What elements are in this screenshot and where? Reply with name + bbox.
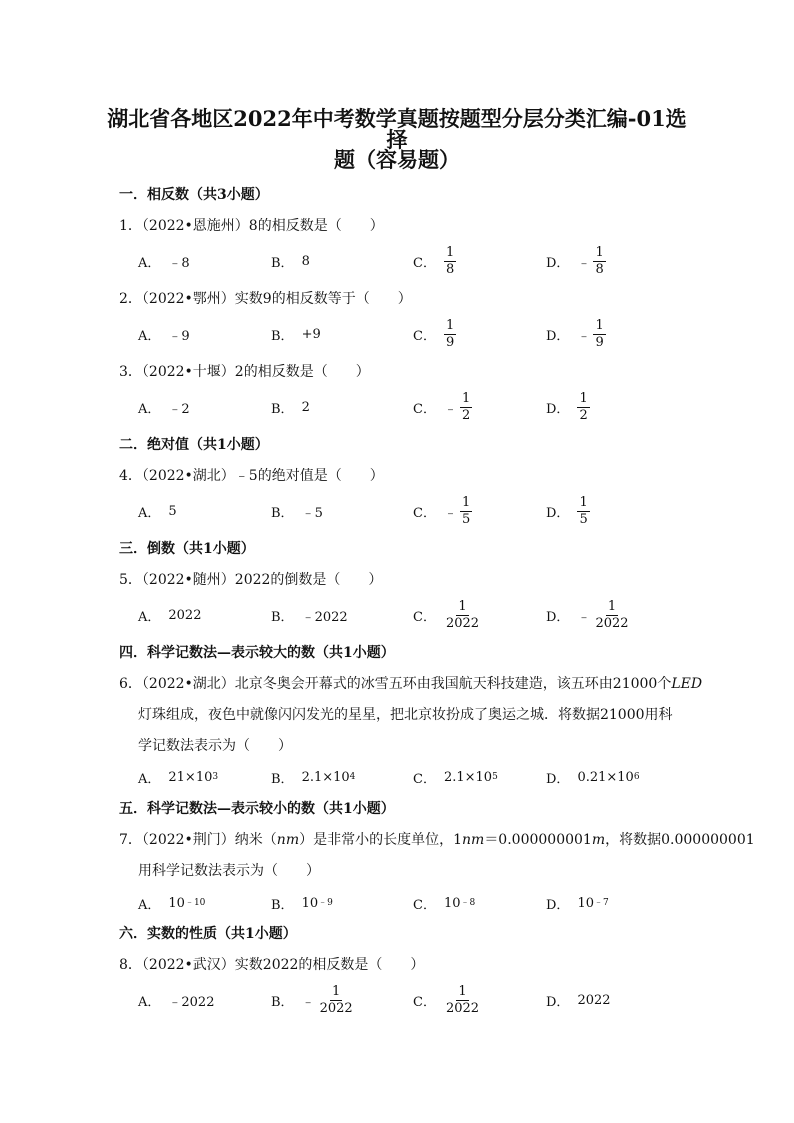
question-4-stem: 4．（2022•湖北）﹣5的绝对值是（ ） — [119, 468, 384, 484]
section-heading-absolute-value: 二．绝对值（共1小题） — [119, 437, 269, 453]
option-d: D． ﹣ $\frac{1}{9}$ — [546, 317, 604, 350]
fraction: $\frac{1}{5}$ — [461, 494, 471, 527]
fraction: $\frac{1}{2022}$ — [445, 983, 480, 1016]
option-a: A． ﹣2022 — [138, 994, 215, 1010]
option-a: A． 21×10 3 — [138, 769, 219, 787]
question-7-stem-line1: 7．（2022•荆门）纳米（nm）是非常小的长度单位，1nm＝0.000000001m，将数据0.000000001 — [119, 832, 755, 848]
option-b: B． 10 ﹣9 — [271, 895, 333, 913]
section-heading-opposite-numbers: 一．相反数（共3小题） — [119, 187, 269, 203]
fraction: $\frac{1}{2022}$ — [595, 598, 629, 631]
option-d: D． $\frac{1}{5}$ — [546, 494, 588, 527]
option-b: B． 8 — [271, 253, 310, 271]
question-1-options — [138, 244, 698, 278]
option-c: C． 10 ﹣8 — [413, 895, 476, 913]
option-d: D． 0.21×10 6 — [546, 769, 640, 787]
fraction: $\frac{1}{9}$ — [595, 317, 604, 350]
question-8-stem: 8．（2022•武汉）实数2022的相反数是（ ） — [119, 957, 425, 973]
option-c: C． ﹣ $\frac{1}{5}$ — [413, 494, 471, 527]
option-d: D． 2022 — [546, 992, 611, 1010]
section-heading-reciprocal: 三．倒数（共1小题） — [119, 541, 255, 557]
option-a: A． 5 — [138, 503, 177, 521]
section-heading-real-number-properties: 六．实数的性质（共1小题） — [119, 926, 297, 942]
fraction: $\frac{1}{2}$ — [461, 390, 471, 423]
option-a: A． 10 ﹣10 — [138, 895, 206, 913]
option-a: A． ﹣8 — [138, 255, 190, 271]
option-c: C． $\frac{1}{9}$ — [413, 317, 455, 350]
option-c: C． $\frac{1}{2022}$ — [413, 983, 480, 1016]
option-b: B． ﹣ $\frac{1}{2022}$ — [271, 983, 353, 1016]
document-title-line1: 湖北省各地区2022年中考数学真题按题型分层分类汇编-01选择 — [107, 106, 687, 152]
question-7-stem-line2: 用科学记数法表示为（ ） — [138, 863, 320, 879]
option-d: D． 10 ﹣7 — [546, 895, 609, 913]
option-d: D． $\frac{1}{2}$ — [546, 390, 588, 423]
question-8-options — [138, 983, 698, 1017]
fraction: $\frac{1}{8}$ — [445, 244, 455, 277]
option-d: D． ﹣ $\frac{1}{2022}$ — [546, 598, 629, 631]
fraction: $\frac{1}{2022}$ — [319, 983, 353, 1016]
question-2-stem: 2．（2022•鄂州）实数9的相反数等于（ ） — [119, 291, 412, 307]
document-title-line2: 题（容易题） — [334, 147, 460, 172]
question-6-stem-line2: 灯珠组成，夜色中就像闪闪发光的星星，把北京妆扮成了奥运之城．将数据21000用科 — [138, 707, 673, 723]
option-b: B． ﹣5 — [271, 505, 323, 521]
option-a: A． 2022 — [138, 607, 202, 625]
option-b: B． 2 — [271, 399, 310, 417]
question-6-stem-line1: 6．（2022•湖北）北京冬奥会开幕式的冰雪五环由我国航天科技建造，该五环由21000个LED — [119, 676, 703, 692]
option-c: C． $\frac{1}{8}$ — [413, 244, 455, 277]
option-c: C． $\frac{1}{2022}$ — [413, 598, 480, 631]
question-7-options — [138, 886, 698, 920]
option-c: C． ﹣ $\frac{1}{2}$ — [413, 390, 471, 423]
question-5-options — [138, 598, 698, 632]
option-b: B． +9 — [271, 326, 321, 344]
fraction: $\frac{1}{5}$ — [579, 494, 588, 527]
option-b: B． 2.1×10 4 — [271, 769, 356, 787]
fraction: $\frac{1}{8}$ — [595, 244, 604, 277]
option-c: C． 2.1×10 5 — [413, 769, 498, 787]
fraction: $\frac{1}{9}$ — [445, 317, 455, 350]
option-a: A． ﹣9 — [138, 328, 190, 344]
question-3-options — [138, 390, 698, 424]
question-1-stem: 1．（2022•恩施州）8的相反数是（ ） — [119, 218, 384, 234]
option-b: B． ﹣2022 — [271, 609, 348, 625]
question-6-options — [138, 760, 698, 794]
option-d: D． ﹣ $\frac{1}{8}$ — [546, 244, 604, 277]
section-heading-sci-notation-large: 四．科学记数法—表示较大的数（共1小题） — [119, 645, 395, 661]
question-3-stem: 3．（2022•十堰）2的相反数是（ ） — [119, 364, 370, 380]
section-heading-sci-notation-small: 五．科学记数法—表示较小的数（共1小题） — [119, 801, 395, 817]
question-4-options — [138, 494, 698, 528]
question-6-stem-line3: 学记数法表示为（ ） — [138, 738, 292, 754]
fraction: $\frac{1}{2}$ — [579, 390, 588, 423]
fraction: $\frac{1}{2022}$ — [445, 598, 480, 631]
option-a: A． ﹣2 — [138, 401, 190, 417]
question-2-options — [138, 317, 698, 351]
question-5-stem: 5．（2022•随州）2022的倒数是（ ） — [119, 572, 383, 588]
